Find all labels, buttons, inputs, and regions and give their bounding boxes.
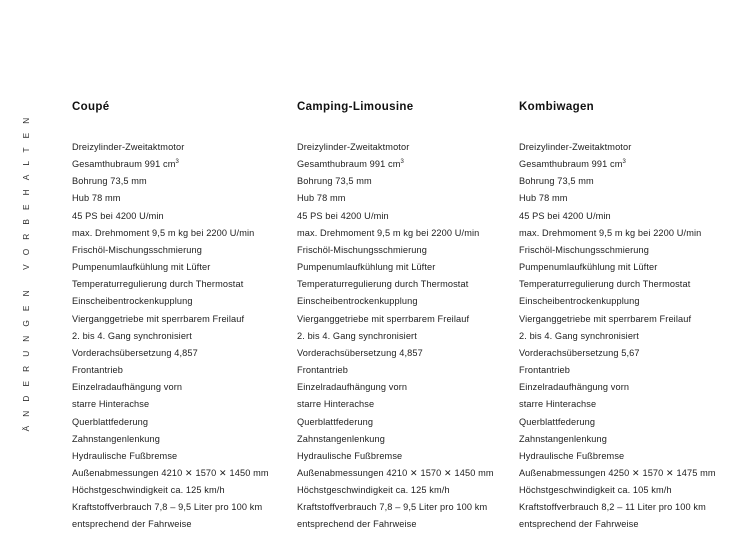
- spec-line: Frischöl-Mischungsschmierung: [297, 244, 427, 255]
- spec-line: Gesamthubraum 991 $cm^3$: [72, 159, 179, 170]
- side-legend-text: ÄNDERUNGEN VORBEHALTEN: [21, 108, 31, 432]
- spec-line: Hydraulische Fußbremse: [72, 450, 178, 461]
- spec-line: Außenabmessungen 4210 ✕ 1570 ✕ 1450 mm: [297, 467, 494, 478]
- spec-line: Kraftstoffverbrauch 7,8 – 9,5 Liter pro 100 km: [297, 502, 488, 513]
- spec-line: Querblattfederung: [297, 416, 374, 427]
- spec-line: Höchstgeschwindigkeit ca. 125 km/h: [297, 485, 450, 496]
- spec-line: Einscheibentrockenkupplung: [72, 296, 193, 307]
- spec-line: Dreizylinder-Zweitaktmotor: [297, 142, 410, 152]
- spec-line: Temperaturregulierung durch Thermostat: [72, 279, 244, 290]
- spec-line: Frontantrieb: [297, 365, 348, 376]
- spec-line: starre Hinterachse: [72, 399, 150, 410]
- spec-line: Einzelradaufhängung vorn: [72, 382, 183, 393]
- spec-line: Querblattfederung: [519, 416, 596, 427]
- spec-line: entsprechend der Fahrweise: [519, 519, 639, 530]
- spec-line: Bohrung 73,5 mm: [297, 176, 372, 187]
- spec-line: Zahnstangenlenkung: [297, 433, 385, 444]
- spec-line: starre Hinterachse: [297, 399, 375, 410]
- spec-line: entsprechend der Fahrweise: [72, 519, 192, 530]
- spec-line: starre Hinterachse: [519, 399, 597, 410]
- spec-line: Zahnstangenlenkung: [519, 433, 607, 444]
- spec-line: Hydraulische Fußbremse: [297, 450, 403, 461]
- spec-line: Einzelradaufhängung vorn: [297, 382, 408, 393]
- spec-line: Gesamthubraum 991 $cm^3$: [297, 159, 404, 170]
- spec-line: Vorderachsübersetzung 4,857: [297, 347, 423, 358]
- spec-line: 45 PS bei 4200 U/min: [72, 210, 164, 221]
- spec-line: 2. bis 4. Gang synchronisiert: [72, 330, 192, 341]
- spec-line: Außenabmessungen 4210 ✕ 1570 ✕ 1450 mm: [72, 467, 269, 478]
- spec-line: 45 PS bei 4200 U/min: [519, 210, 611, 221]
- spec-line: Hydraulische Fußbremse: [519, 450, 625, 461]
- spec-line: max. Drehmoment 9,5 m kg bei 2200 U/min: [72, 227, 255, 238]
- spec-list: [297, 139, 522, 534]
- spec-line: Einzelradaufhängung vorn: [519, 382, 630, 393]
- spec-line: Pumpenumlaufkühlung mit Lüfter: [297, 262, 436, 273]
- spec-line: Kraftstoffverbrauch 7,8 – 9,5 Liter pro 100 km: [72, 502, 263, 513]
- spec-line: Bohrung 73,5 mm: [519, 176, 594, 187]
- spec-line: Frontantrieb: [72, 365, 123, 376]
- spec-line: Außenabmessungen 4250 ✕ 1570 ✕ 1475 mm: [519, 467, 716, 478]
- spec-line: Gesamthubraum 991 $cm^3$: [519, 159, 626, 170]
- spec-list: [72, 139, 297, 534]
- spec-column-kombiwagen: [519, 100, 744, 534]
- spec-line: Pumpenumlaufkühlung mit Lüfter: [519, 262, 658, 273]
- spec-line: Höchstgeschwindigkeit ca. 125 km/h: [72, 485, 225, 496]
- spec-line: Pumpenumlaufkühlung mit Lüfter: [72, 262, 211, 273]
- spec-line: 45 PS bei 4200 U/min: [297, 210, 389, 221]
- spec-line: Temperaturregulierung durch Thermostat: [519, 279, 691, 290]
- spec-line: Vierganggetriebe mit sperrbarem Freilauf: [519, 313, 692, 324]
- spec-column-camping-limousine: [297, 100, 522, 534]
- spec-line: Einscheibentrockenkupplung: [519, 296, 640, 307]
- spec-line: 2. bis 4. Gang synchronisiert: [297, 330, 417, 341]
- spec-line: Vierganggetriebe mit sperrbarem Freilauf: [72, 313, 245, 324]
- column-title: Coupé: [72, 101, 110, 113]
- spec-line: Temperaturregulierung durch Thermostat: [297, 279, 469, 290]
- column-title: Kombiwagen: [519, 101, 595, 113]
- spec-line: Hub 78 mm: [519, 193, 568, 204]
- spec-line: Zahnstangenlenkung: [72, 433, 160, 444]
- spec-line: Bohrung 73,5 mm: [72, 176, 147, 187]
- spec-line: Vierganggetriebe mit sperrbarem Freilauf: [297, 313, 470, 324]
- spec-line: Hub 78 mm: [297, 193, 346, 204]
- spec-line: Vorderachsübersetzung 4,857: [72, 347, 198, 358]
- spec-line: Querblattfederung: [72, 416, 149, 427]
- spec-line: Frischöl-Mischungsschmierung: [72, 244, 202, 255]
- spec-line: entsprechend der Fahrweise: [297, 519, 417, 530]
- spec-line: Einscheibentrockenkupplung: [297, 296, 418, 307]
- spec-line: Höchstgeschwindigkeit ca. 105 km/h: [519, 485, 672, 496]
- spec-line: Kraftstoffverbrauch 8,2 – 11 Liter pro 100 km: [519, 502, 706, 513]
- spec-line: Vorderachsübersetzung 5,67: [519, 347, 640, 358]
- column-title: Camping-Limousine: [297, 101, 414, 113]
- spec-line: Dreizylinder-Zweitaktmotor: [72, 142, 185, 152]
- spec-line: 2. bis 4. Gang synchronisiert: [519, 330, 639, 341]
- spec-line: Frischöl-Mischungsschmierung: [519, 244, 649, 255]
- spec-line: Hub 78 mm: [72, 193, 121, 204]
- spec-list: [519, 139, 744, 534]
- spec-line: max. Drehmoment 9,5 m kg bei 2200 U/min: [297, 227, 480, 238]
- spec-line: Frontantrieb: [519, 365, 570, 376]
- spec-line: max. Drehmoment 9,5 m kg bei 2200 U/min: [519, 227, 702, 238]
- spec-column-coupe: [72, 100, 297, 534]
- spec-line: Dreizylinder-Zweitaktmotor: [519, 142, 632, 152]
